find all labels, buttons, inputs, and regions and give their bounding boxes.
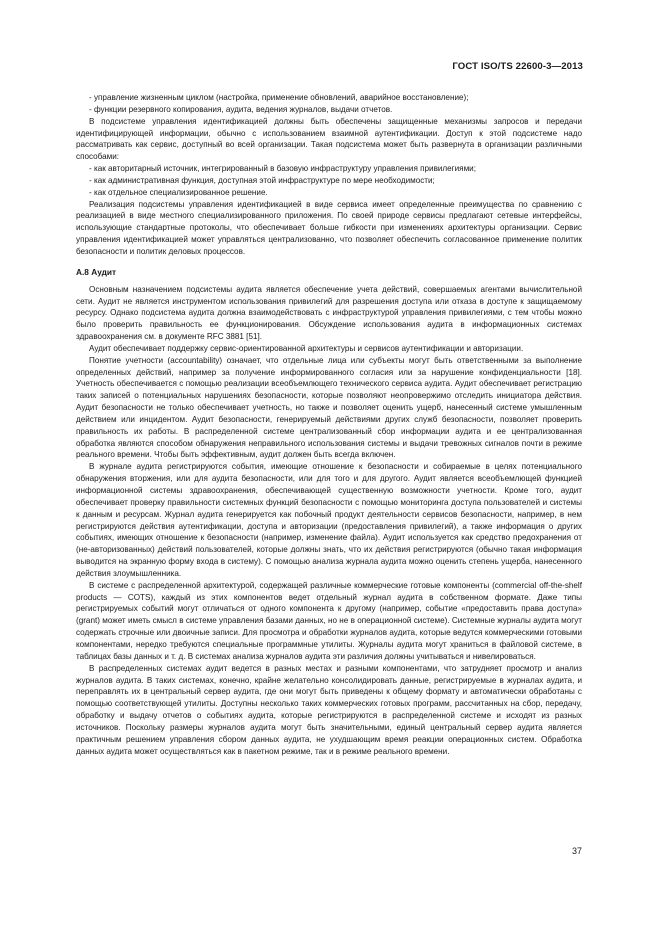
list-item: - как административная функция, доступная этой инфраструктуре по мере необходимости;	[89, 175, 435, 185]
paragraph: Понятие учетности (accountability) означает, что отдельные лица или субъекты могут быть ответственными за выполнение определенных действий, например за получение информированного согласия или за нарушение конфиденциальности [18]. Учетность обеспечивается с помощью реализации всеобъемлющего технического сервиса аудита. Аудит обеспечивает регистрацию таких записей о потенциальных нарушениях безопасности, которые позволяют неопровержимо отследить инициатора действия. Аудит безопасности не только обеспечивает учетность, но также и позволяет оценить ущерб, нанесенный системе умышленным действием или инцидентом. Аудит безопасности, генерируемый действиями других служб безопасности, позволяет проверить правильность их работы. В распределенной системе централизованный сбор информации аудита и ее централизованная обработка являются способом обнаружения неправильного использования системы и выдачи тревожных сигналов почти в режиме реального времени. Чтобы быть эффективным, аудит должен быть всегда включен.	[76, 355, 582, 460]
paragraph: Аудит обеспечивает поддержку сервис-ориентированной архитектуры и сервисов аутентификации и авторизации.	[89, 343, 524, 353]
standard-id-header: ГОСТ ISO/TS 22600-3—2013	[452, 61, 583, 72]
list-item: - функции резервного копирования, аудита, ведения журналов, выдачи отчетов.	[89, 104, 393, 114]
paragraph: В журнале аудита регистрируются события, имеющие отношение к безопасности и собираемые в целях потенциального обнаружения вторжения, или для аудита безопасности, или для того и для другого. Аудит является всеобъемлющей функцией информационной системы здравоохранения, обеспечивающей существенную возможности учетности. Кроме того, аудит обеспечивает проверку правильности системных функций безопасности с помощью мониторинга доступа пользователей и системы к данным и ресурсам. Журнал аудита генерируется как побочный продукт деятельности сервисов безопасности, например, в нем регистрируются действия аутентификации, доступа и авторизации (предоставления привилегий), а также информация о других событиях, имеющих отношение к безопасности (например, изменение файла). Аудит используется как средство предохранения от (не-авторизованных) действий пользователей, которые должны знать, что их действия регистрируются (обычно такая информация выводится на экранную форму входа в систему). С помощью анализа журнала аудита можно оценить степень ущерба, нанесенного действия злоумышленника.	[76, 462, 582, 578]
paragraph: Основным назначением подсистемы аудита является обеспечение учета действий, совершаемых агентами вычислительной сети. Аудит не является инструментом использования привилегий для разрешения доступа или отказа в доступе к защищаемому ресурсу. Однако подсистема аудита должна взаимодействовать с инфраструктурой управления привилегиями, с тем чтобы можно было проверить правильность ее функционирования. Обсуждение использования аудита в информационных системах здравоохранения см. в документе RFC 3881 [51].	[76, 284, 582, 342]
list-item: - как авторитарный источник, интегрированный в базовую инфраструктуру управления привилегиями;	[89, 164, 476, 174]
list-item: - управление жизненным циклом (настройка, применение обновлений, аварийное восстановление);	[89, 93, 469, 102]
paragraph: В распределенных системах аудит ведется в разных местах и разными компонентами, что затрудняет просмотр и анализ журналов аудита. В таких системах, конечно, крайне желательно консолидировать данные, регистрируемые в журналах аудита, и переправлять их в центральный сервер аудита, где они могут быть приведены к общему формату и автоматически обработаны с помощью соответствующей утилиты. Доступны несколько таких коммерческих готовых программ, рассчитанных на сбор, передачу, обработку и выдачу отчетов о событиях аудита, которые регистрируются в распределенной системе и исходят из разных источников. Поскольку размеры журналов аудита могут быть значительными, единый центральный сервер аудита является практичным решением управления сбором данных аудита, не ухудшающим время реакции операционных систем. Обработка данных аудита может осуществляться как в пакетном режиме, так и в режиме реального времени.	[76, 663, 582, 756]
paragraph: В подсистеме управления идентификацией должны быть обеспечены защищенные механизмы запросов и передачи идентифицирующей информации, обычно с использованием взаимной аутентификации. Доступ к этой подсистеме надо рассматривать как сервис, доступный во всей организации. Такая подсистема может быть развернута в организации различными способами:	[76, 116, 582, 162]
document-body	[76, 92, 582, 757]
list-item: - как отдельное специализированное решение.	[89, 187, 268, 197]
section-title: А.8 Аудит	[76, 266, 117, 277]
paragraph: Реализация подсистемы управления идентификацией в виде сервиса имеет определенные преимущества по сравнению с реализацией в виде местного специализированного приложения. По своей природе сервисы предлагают сетевые интерфейсы, использующие стандартные протоколы, что обеспечивает больше гибкости при изменениях архитектуры организации. Сервис управления идентификацией может управляться централизованно, что позволяет обеспечить согласованное применение политик безопасности и политик деловых процессов.	[76, 199, 582, 256]
paragraph: В системе с распределенной архитектурой, содержащей различные коммерческие готовые компоненты (commercial off-the-shelf products — COTS), каждый из этих компонентов ведет отдельный журнал аудита в собственном формате. Даже типы регистрируемых событий могут отличаться от одного компонента к другому (например, событие «предоставить права доступа» (grant) может иметь смысл в системе управления базами данных, но не в операционной системе). Системные журналы аудита могут содержать строчные или двоичные записи. Для просмотра и обработки журналов аудита, которые ведутся коммерческими готовыми компонентами, нередко требуются специальные программные утилиты. Журналы аудита могут храниться в файловой системе, в таблицах базы данных и т. д. В системах анализа журналов аудита эти различия должны учитываться и нивелироваться.	[76, 580, 582, 661]
page-number: 37	[571, 846, 582, 856]
